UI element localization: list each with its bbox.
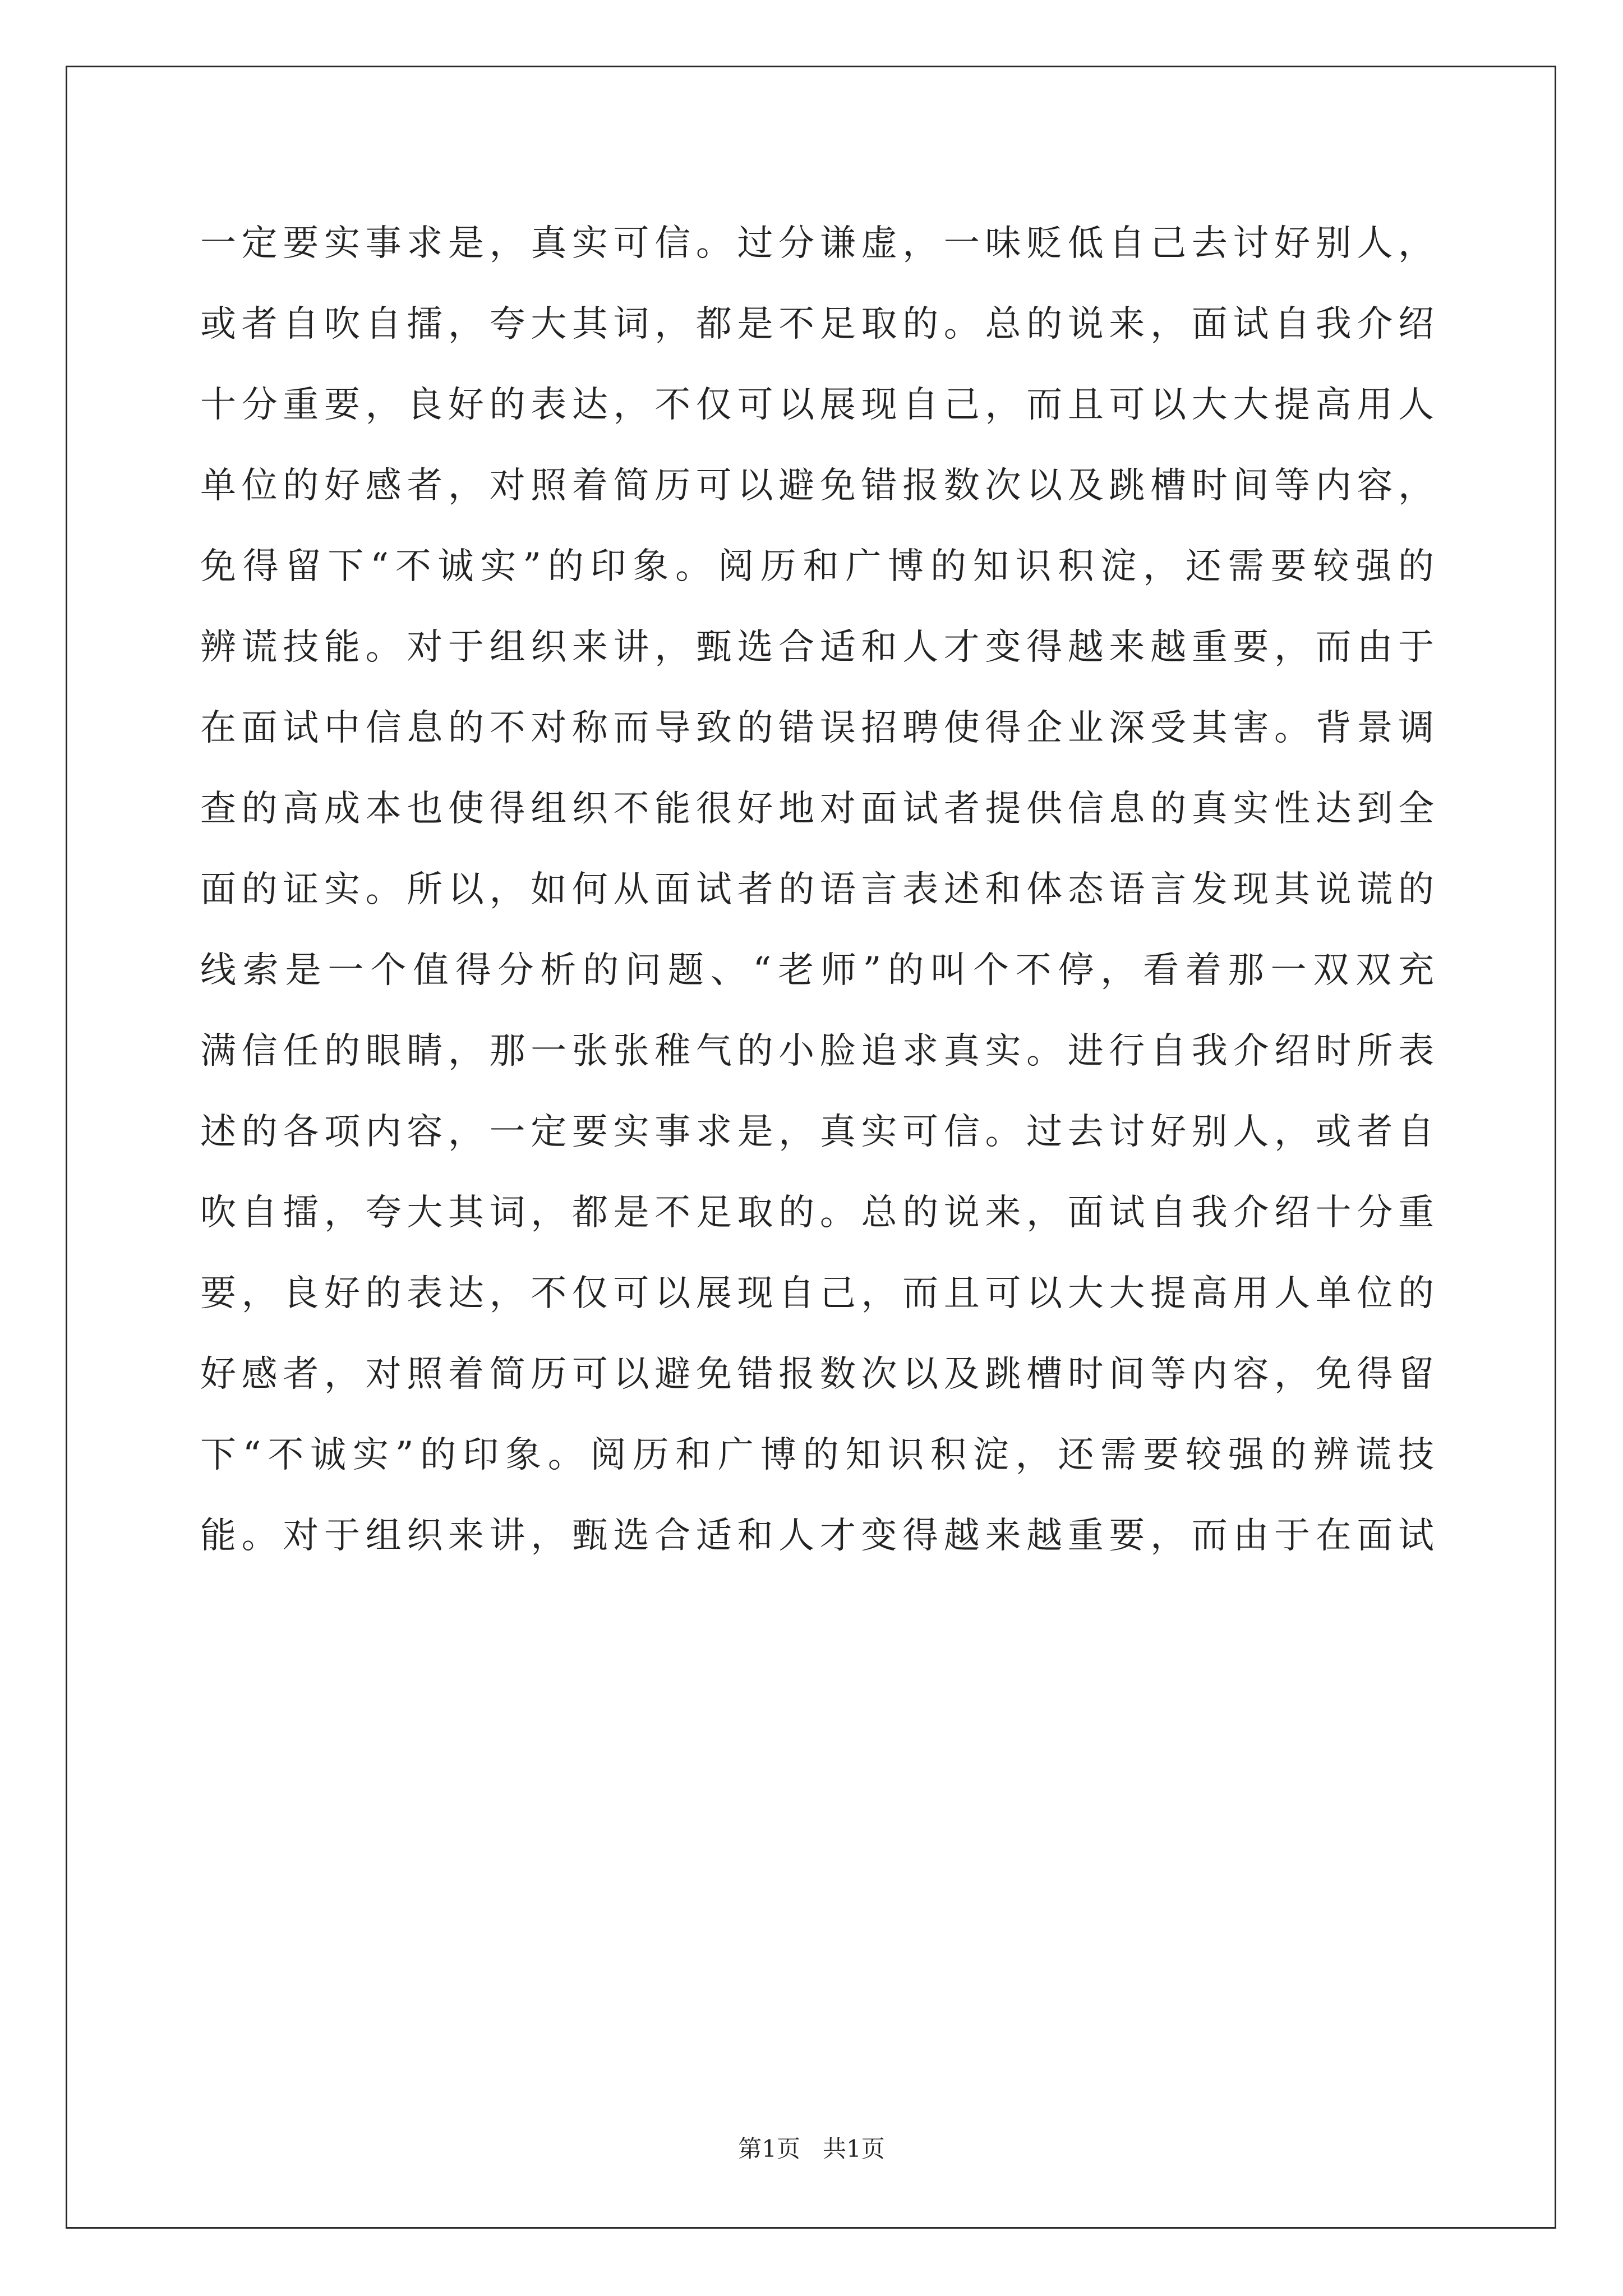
text-line: 线索是一个值得分析的问题、“老师”的叫个不停，看着那一双双充 [200, 950, 1434, 991]
text-line: 述的各项内容，一定要实事求是，真实可信。过去讨好别人，或者自 [200, 1111, 1434, 1153]
text-line: 好感者，对照着简历可以避免错报数次以及跳槽时间等内容，免得留 [200, 1354, 1434, 1395]
text-line: 面的证实。所以，如何从面试者的语言表述和体态语言发现其说谎的 [200, 869, 1434, 910]
text-line: 十分重要，良好的表达，不仅可以展现自己，而且可以大大提高用人 [200, 384, 1434, 426]
text-line: 一定要实事求是，真实可信。过分谦虚，一味贬低自己去讨好别人， [200, 223, 1434, 264]
text-line: 满信任的眼睛，那一张张稚气的小脸追求真实。进行自我介绍时所表 [200, 1030, 1434, 1072]
text-line: 单位的好感者，对照着简历可以避免错报数次以及跳槽时间等内容， [200, 465, 1434, 507]
text-line: 在面试中信息的不对称而导致的错误招聘使得企业深受其害。背景调 [200, 707, 1434, 749]
text-line: 能。对于组织来讲，甄选合适和人才变得越来越重要，而由于在面试 [200, 1515, 1434, 1557]
text-line: 或者自吹自擂，夸大其词，都是不足取的。总的说来，面试自我介绍 [200, 303, 1434, 345]
text-line: 查的高成本也使得组织不能很好地对面试者提供信息的真实性达到全 [200, 788, 1434, 830]
body-text [200, 203, 1434, 1576]
text-line: 吹自擂，夸大其词，都是不足取的。总的说来，面试自我介绍十分重 [200, 1192, 1434, 1234]
text-line: 下“不诚实”的印象。阅历和广博的知识积淀，还需要较强的辨谎技 [200, 1434, 1434, 1476]
page-footer: 第1页 共1页 [738, 2135, 885, 2162]
text-line: 免得留下“不诚实”的印象。阅历和广博的知识积淀，还需要较强的 [200, 546, 1434, 587]
text-line: 要，良好的表达，不仅可以展现自己，而且可以大大提高用人单位的 [200, 1273, 1434, 1314]
text-line: 辨谎技能。对于组织来讲，甄选合适和人才变得越来越重要，而由于 [200, 627, 1434, 668]
